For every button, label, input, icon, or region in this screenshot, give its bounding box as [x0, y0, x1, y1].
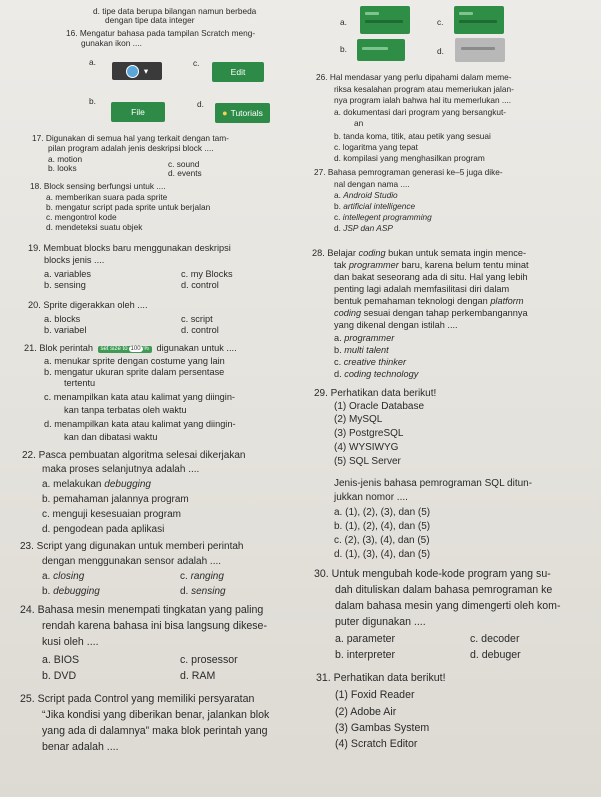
q28-option-c: [334, 357, 406, 367]
q28-question-line7: yang dikenal dengan istilah ....: [334, 320, 458, 330]
globe-icon: [126, 65, 139, 78]
q15-option-d-line1: d. tipe data berupa bilangan namun berbeda: [93, 6, 257, 16]
q31-item-3: (3) Gambas System: [335, 722, 430, 734]
q25-question-line1: 25. Script pada Control yang memiliki persyaratan: [20, 693, 255, 705]
q16-option-d-tutorials-block: [215, 103, 270, 123]
q28-line5-italic: platform: [490, 296, 524, 306]
q16-right-option-b-letter: b.: [340, 44, 347, 54]
q19-option-a: a. variables: [44, 269, 91, 279]
q16-right-option-c-letter: c.: [437, 17, 444, 27]
q21-question-post: digunakan untuk ....: [156, 343, 237, 353]
q16-right-option-d-image: [455, 38, 505, 62]
lightbulb-icon: ●: [222, 108, 228, 118]
q18-option-a: a. memberikan suara pada sprite: [46, 192, 168, 202]
q28-option-d-pre: d.: [334, 369, 345, 379]
mini-block-bar: [365, 20, 403, 23]
file-label: File: [131, 107, 145, 117]
q24-question-line3: kusi oleh ....: [42, 636, 99, 648]
q24-question-line1: 24. Bahasa mesin menempati tingkatan yang paling: [20, 604, 264, 616]
edit-label: Edit: [230, 67, 246, 77]
q28-line5-pre: bentuk pemahaman teknologi dengan: [334, 296, 491, 306]
q16-right-option-d-letter: d.: [437, 46, 444, 56]
q30-option-c: c. decoder: [470, 633, 520, 645]
q28-line6-italic: coding: [334, 308, 362, 318]
q23-question-line1: 23. Script yang digunakan untuk memberi perintah: [20, 541, 244, 552]
q21-question: [24, 343, 237, 353]
q26-option-d: d. kompilasi yang menghasilkan program: [334, 153, 485, 163]
q18-question: 18. Block sensing berfungsi untuk ....: [30, 181, 166, 191]
q21-block-unit: %: [143, 346, 149, 352]
mini-block-bar: [459, 12, 473, 15]
tutorials-label: Tutorials: [230, 108, 263, 118]
q27-option-c-pre: c.: [334, 212, 343, 222]
q22-option-a-italic: debugging: [104, 479, 151, 490]
q22-option-d: d. pengodean pada aplikasi: [42, 524, 165, 535]
q16-option-a-letter: a.: [89, 57, 96, 67]
q30-question-line2: dah dituliskan dalam bahasa pemrograman ke: [335, 584, 553, 596]
q21-question-pre: 21. Blok perintah: [24, 343, 93, 353]
q29-question-line2: Jenis-jenis bahasa pemrograman SQL ditun-: [334, 478, 533, 489]
q29-item-2: (2) MySQL: [334, 414, 383, 425]
q23-option-b-italic: debugging: [53, 586, 100, 597]
q23-option-c: [180, 571, 224, 582]
q23-option-c-pre: c.: [180, 571, 191, 582]
q31-item-4: (4) Scratch Editor: [335, 738, 418, 750]
q18-option-c: c. mengontrol kode: [46, 212, 117, 222]
mini-block-bar: [365, 12, 379, 15]
q19-option-c: c. my Blocks: [181, 269, 233, 279]
q19-question-line2: blocks jenis ....: [44, 255, 105, 265]
q28-question-line5: [334, 296, 524, 306]
q17-option-b: b. looks: [48, 163, 77, 173]
q17-option-a: a. motion: [48, 154, 83, 164]
q28-line1-pre: 28. Belajar: [312, 248, 359, 258]
q19-question-line1: 19. Membuat blocks baru menggunakan deskripsi: [28, 243, 231, 253]
q23-option-a-italic: closing: [53, 571, 85, 582]
q26-option-b: b. tanda koma, titik, atau petik yang sesuai: [334, 131, 491, 141]
q22-option-b: b. pemahaman jalannya program: [42, 494, 189, 505]
q28-option-d-italic: coding technology: [344, 369, 419, 379]
q28-question-line3: dan bakat seseorang ada di situ. Hal yang lebih: [334, 272, 528, 282]
q26-question-line3: nya program ialah bahwa hal itu memerlukan ....: [334, 95, 512, 105]
q28-line1-post: bukan untuk semata ingin mence-: [385, 248, 527, 258]
q17-option-d: d. events: [168, 168, 202, 178]
q28-option-a-italic: programmer: [344, 333, 395, 343]
q29-item-3: (3) PostgreSQL: [334, 428, 404, 439]
q24-question-line2: rendah karena bahasa ini bisa langsung dikese-: [42, 620, 267, 632]
q26-question-line1: 26. Hal mendasar yang perlu dipahami dalam meme-: [316, 72, 512, 82]
q31-question: 31. Perhatikan data berikut!: [316, 672, 446, 684]
q28-option-b: [334, 345, 389, 355]
q30-option-a: a. parameter: [335, 633, 396, 645]
q22-option-a: [42, 479, 151, 490]
q28-option-b-italic: multi talent: [344, 345, 389, 355]
q29-item-5: (5) SQL Server: [334, 456, 401, 467]
q28-question-line4: penting lagi adalah memfasilitasi diri dalam: [334, 284, 510, 294]
q23-option-d-pre: d.: [180, 586, 192, 597]
q20-option-a: a. blocks: [44, 314, 81, 324]
q23-option-a: [42, 571, 84, 582]
q26-option-a-line2: an: [354, 118, 364, 128]
q29-item-4: (4) WYSIWYG: [334, 442, 399, 453]
q27-option-b-italic: artificial intelligence: [343, 201, 416, 211]
q23-option-b: [42, 586, 100, 597]
mini-block-bar: [461, 47, 495, 50]
q19-option-d: d. control: [181, 280, 219, 290]
q21-option-d-line1: d. menampilkan kata atau kalimat yang diingin-: [44, 419, 236, 429]
q22-question-line2: maka proses selanjutnya adalah ....: [42, 464, 200, 475]
q16-right-option-a-letter: a.: [340, 17, 347, 27]
q26-option-a-line1: a. dokumentasi dari program yang bersangkut-: [334, 107, 507, 117]
q23-option-d-italic: sensing: [191, 586, 226, 597]
q27-option-d: [334, 224, 393, 233]
q16-question-line1: 16. Mengatur bahasa pada tampilan Scratch meng-: [66, 28, 256, 38]
q28-option-c-italic: creative thinker: [343, 357, 407, 367]
q19-option-b: b. sensing: [44, 280, 86, 290]
q28-question-line2: [334, 260, 529, 270]
q27-option-a-pre: a.: [334, 190, 344, 200]
q16-question-line2: gunakan ikon ....: [81, 38, 142, 48]
q28-line2-italic: programmer: [348, 260, 399, 270]
q25-question-line4: benar adalah ....: [42, 741, 119, 753]
q28-line6-post: sesuai dengan tahap perkembangannya: [361, 308, 528, 318]
q27-option-d-pre: d.: [334, 223, 344, 233]
q16-option-b-file-block: [111, 102, 165, 122]
q22-option-c: c. menguji kesesuaian program: [42, 509, 181, 520]
q28-option-c-pre: c.: [334, 357, 344, 367]
q31-item-1: (1) Foxid Reader: [335, 689, 415, 701]
q20-option-b: b. variabel: [44, 325, 87, 335]
q29-question-line1: 29. Perhatikan data berikut!: [314, 388, 437, 399]
q28-option-a: [334, 333, 394, 343]
q17-question-line1: 17. Digunakan di semua hal yang terkait dengan tam-: [32, 133, 229, 143]
q21-option-a: a. menukar sprite dengan costume yang lain: [44, 356, 225, 366]
q21-option-b-line2: tertentu: [64, 378, 96, 388]
q30-question-line3: dalam bahasa mesin yang dimengerti oleh kom-: [335, 600, 561, 612]
q28-line1-italic: coding: [358, 248, 386, 258]
q17-question-line2: pilan program adalah jenis deskripsi block ....: [48, 143, 214, 153]
q27-option-b: [334, 202, 415, 211]
q24-option-c: c. prosessor: [180, 654, 238, 666]
q21-set-size-block: [98, 346, 152, 353]
q23-question-line2: dengan menggunakan sensor adalah ....: [42, 556, 222, 567]
q21-option-d-line2: kan dan dibatasi waktu: [64, 432, 158, 442]
q21-option-c-line1: c. menampilkan kata atau kalimat yang diingin-: [44, 392, 235, 402]
q23-option-b-pre: b.: [42, 586, 54, 597]
q29-option-c: c. (2), (3), (4), dan (5): [334, 535, 430, 546]
q28-line2-pre: tak: [334, 260, 349, 270]
q24-option-d: d. RAM: [180, 670, 216, 682]
q15-option-d-line2: dengan tipe data integer: [105, 15, 195, 25]
q21-option-b-line1: b. mengatur ukuran sprite dalam persentase: [44, 367, 225, 377]
q23-option-d: [180, 586, 226, 597]
q17-option-c: c. sound: [168, 159, 200, 169]
q30-question-line4: puter digunakan ....: [335, 616, 426, 628]
q28-question-line1: [312, 248, 526, 258]
q16-option-d-letter: d.: [197, 99, 204, 109]
q27-question-line1: 27. Bahasa pemrograman generasi ke–5 juga dike-: [314, 167, 503, 177]
q16-option-b-letter: b.: [89, 96, 96, 106]
q27-option-a: [334, 191, 398, 200]
mini-block-bar: [459, 20, 497, 23]
q27-option-a-italic: Android Studio: [343, 190, 398, 200]
q23-option-a-pre: a.: [42, 571, 54, 582]
q21-option-c-line2: kan tanpa terbatas oleh waktu: [64, 405, 187, 415]
q22-option-a-pre: a. melakukan: [42, 479, 105, 490]
q28-line2-post: baru, karena belum tentu minat: [398, 260, 529, 270]
q20-option-d: d. control: [181, 325, 219, 335]
q30-question-line1: 30. Untuk mengubah kode-kode program yang su-: [314, 568, 551, 580]
q29-option-d: d. (1), (3), (4), dan (5): [334, 549, 431, 560]
q16-right-option-b-image: [357, 39, 405, 61]
q16-option-a-globe-block: [112, 62, 162, 80]
q24-option-b: b. DVD: [42, 670, 77, 682]
q23-option-c-italic: ranging: [190, 571, 224, 582]
q20-question: 20. Sprite digerakkan oleh ....: [28, 300, 148, 310]
q28-question-line6: [334, 308, 528, 318]
q29-question-line3: jukkan nomor ....: [334, 492, 408, 503]
q27-question-line2: nal dengan nama ....: [334, 179, 410, 189]
q30-option-b: b. interpreter: [335, 649, 396, 661]
mini-block-bar: [362, 47, 388, 50]
q27-option-b-pre: b.: [334, 201, 344, 211]
q21-block-text: set size to: [100, 346, 128, 352]
q27-option-c: [334, 213, 432, 222]
q28-option-d: [334, 369, 418, 379]
q25-question-line3: yang ada di dalamnya” maka blok perintah yang: [42, 725, 268, 737]
q20-option-c: c. script: [181, 314, 213, 324]
q28-option-a-pre: a.: [334, 333, 345, 343]
q27-option-d-italic: JSP dan ASP: [343, 223, 393, 233]
q31-item-2: (2) Adobe Air: [335, 706, 397, 718]
q21-block-value: 100: [130, 346, 141, 352]
q26-question-line2: riksa kesalahan program atau memeriukan jalan-: [334, 84, 514, 94]
q18-option-b: b. mengatur script pada sprite untuk berjalan: [46, 202, 211, 212]
q28-option-b-pre: b.: [334, 345, 345, 355]
q25-question-line2: “Jika kondisi yang diberikan benar, jalankan blok: [42, 709, 270, 721]
q16-option-c-letter: c.: [193, 58, 200, 68]
chevron-down-icon: ▾: [143, 65, 149, 76]
q27-option-c-italic: intellegent programming: [342, 212, 432, 222]
q29-item-1: (1) Oracle Database: [334, 401, 425, 412]
q29-option-b: b. (1), (2), (4), dan (5): [334, 521, 431, 532]
q16-option-c-edit-block: [212, 62, 264, 82]
q16-right-option-c-image: [454, 6, 504, 34]
q16-right-option-a-image: [360, 6, 410, 34]
q18-option-d: d. mendeteksi suatu objek: [46, 222, 143, 232]
q30-option-d: d. debuger: [470, 649, 521, 661]
q24-option-a: a. BIOS: [42, 654, 80, 666]
q29-option-a: a. (1), (2), (3), dan (5): [334, 507, 431, 518]
q26-option-c: c. logaritma yang tepat: [334, 142, 418, 152]
q22-question-line1: 22. Pasca pembuatan algoritma selesai dikerjakan: [22, 450, 246, 461]
